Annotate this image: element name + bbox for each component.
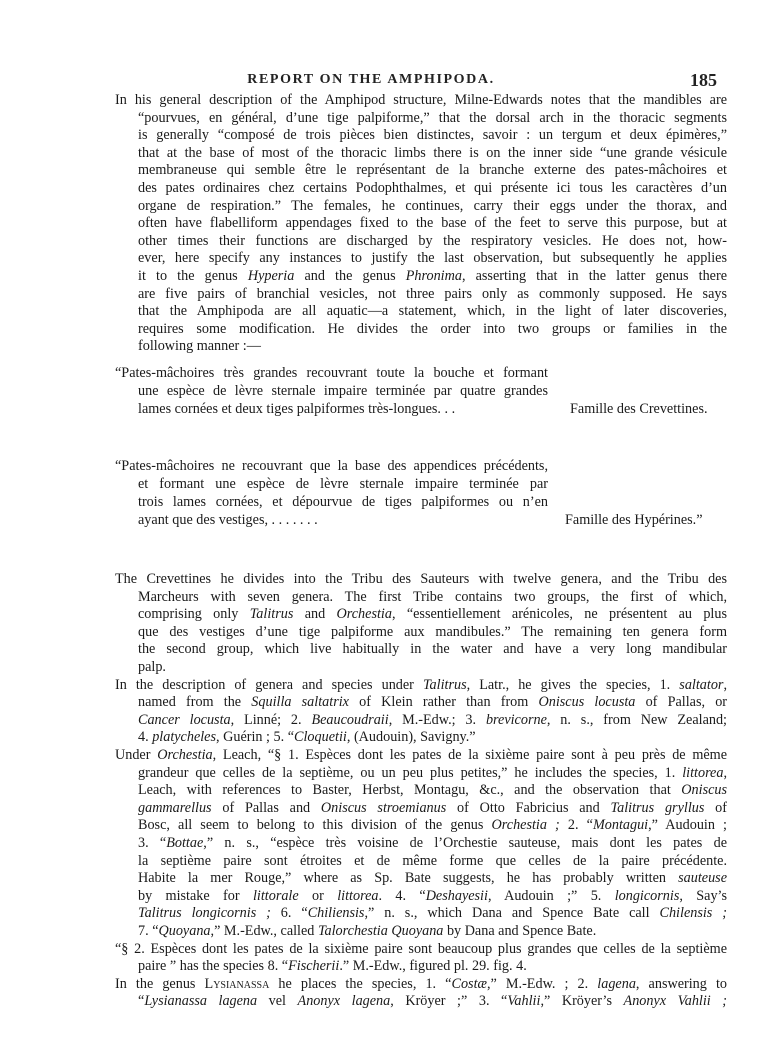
- text-run: requires some modification. He divides the order into two groups or families in the: [138, 320, 727, 337]
- text-run: , Kröyer ;” 3. “: [390, 993, 508, 1010]
- text-run: and: [293, 606, 337, 623]
- text-run: , Say’s: [679, 887, 727, 904]
- text-run: 6. “: [270, 905, 308, 922]
- text-run: by mistake for: [138, 887, 253, 904]
- italic-text-run: Talitrus longicornis ;: [138, 905, 271, 922]
- text-run: vel: [257, 993, 298, 1010]
- italic-text-run: Talitrus: [422, 676, 467, 693]
- text-run: or: [298, 887, 338, 904]
- text-line: [138, 817, 727, 835]
- italic-text-run: Oniscus locusta: [538, 694, 636, 711]
- italic-text-run: longicornis: [614, 887, 680, 904]
- text-line: [138, 835, 727, 853]
- text-line: [138, 250, 727, 268]
- text-run: , Guérin ; 5. “: [216, 729, 295, 746]
- text-line: [138, 286, 727, 304]
- text-line: [138, 145, 727, 163]
- italic-text-run: Orchestia: [157, 747, 213, 763]
- text-line: [138, 888, 727, 906]
- italic-text-run: Fischerii: [288, 958, 340, 975]
- text-run: , Latr., he gives the species, 1.: [466, 676, 680, 693]
- text-run: comprising only: [138, 606, 250, 623]
- text-line: [138, 870, 727, 888]
- text-run: 2. “: [559, 817, 593, 834]
- italic-text-run: Deshayesii: [425, 887, 488, 904]
- text-run: “: [138, 993, 145, 1010]
- text-run: of Otto Fabricius and: [446, 799, 611, 816]
- text-run: named from the: [138, 694, 252, 711]
- italic-text-run: Talitrus gryllus: [610, 799, 705, 816]
- text-line: [138, 162, 727, 180]
- text-run: often have flabelliform appendages fixed to the base of the feet to serve this purpose, but at: [138, 215, 727, 232]
- italic-text-run: Oniscus: [681, 782, 727, 799]
- text-run: Bosc, all seem to belong to this division of the genus: [138, 817, 492, 834]
- italic-text-run: Anonyx Vahlii ;: [623, 993, 728, 1010]
- text-run: que des vestiges d’une tige palpiforme aux mandibules.” The remaining ten genera form: [138, 623, 727, 640]
- text-run: In his general description of the Amphipod structure, Milne-Edwards notes that the mandibles are: [115, 92, 727, 108]
- text-line: [138, 215, 727, 233]
- text-run: , Leach, “§ 1. Espèces dont les pates de la sixième paire sont à peu près de même: [212, 747, 727, 763]
- text-line: [138, 338, 727, 356]
- italic-text-run: Anonyx lagena: [297, 993, 391, 1010]
- text-line: [138, 905, 727, 923]
- text-run: ,” M.-Edw., called: [210, 922, 318, 939]
- text-run: ,” M.-Edw. ; 2.: [486, 975, 598, 992]
- family-label-hyperines: Famille des Hypérines.”: [565, 512, 703, 528]
- italic-text-run: Hyperia: [247, 267, 295, 284]
- text-run: and the genus: [294, 267, 406, 284]
- running-header-title: REPORT ON THE AMPHIPODA.: [247, 72, 495, 87]
- italic-text-run: platycheles: [152, 729, 217, 746]
- quote-line: trois lames cornées, et dépourvue de tiges palpiformes ou n’en: [138, 494, 548, 510]
- text-line: [115, 677, 727, 695]
- text-run: , (Audouin), Savigny.”: [346, 729, 476, 746]
- text-run: grandeur que celles de la septième, ou un peu plus petites,” he includes the species, 1.: [138, 764, 683, 781]
- text-run: .” M.-Edw., figured pl. 29. fig. 4.: [339, 958, 527, 975]
- text-run: are five pairs of branchial vesicles, not three pairs only as commonly supposed. He says: [138, 285, 727, 302]
- text-run: “pourvues, en général, d’une tige palpiforme,” that the dorsal arch in the thoracic segments: [138, 109, 727, 126]
- text-run: is generally “composé de trois pièces bien distinctes, savoir : un tergum et deux épimères,”: [138, 127, 727, 144]
- text-run: ,” Kröyer’s: [540, 993, 624, 1010]
- text-line: [138, 198, 727, 216]
- text-line: [138, 782, 727, 800]
- text-run: Leach, with references to Baster, Herbst, Montagu, &c., and the observation that: [138, 782, 682, 799]
- text-line: [138, 268, 727, 286]
- text-line: [115, 92, 727, 110]
- text-run: ,: [723, 764, 727, 781]
- text-line: [138, 923, 727, 941]
- italic-text-run: Montagui: [592, 817, 649, 834]
- text-run: palp.: [138, 658, 166, 675]
- italic-text-run: Talitrus: [249, 606, 294, 623]
- text-run: ,” n. s., which Dana and Spence Bate call: [364, 905, 660, 922]
- text-run: that the Amphipoda are all aquatic—a statement, which, in the light of later discoveries,: [138, 303, 727, 320]
- text-line: [138, 694, 727, 712]
- small-caps-text-run: Lysianassa: [204, 975, 270, 992]
- text-run: of Pallas and: [211, 799, 321, 816]
- text-run: Under: [115, 747, 158, 763]
- quote-line: lames cornées et deux tiges palpiformes très-longues. . .: [138, 401, 456, 417]
- italic-text-run: Oniscus stroemianus: [320, 799, 447, 816]
- text-run: , “essentiellement arénicoles, ne présentent au plus: [391, 606, 727, 623]
- text-line: [115, 941, 727, 959]
- italic-text-run: littorea: [682, 764, 724, 781]
- italic-text-run: Chilensis ;: [659, 905, 727, 922]
- text-run: it to the genus: [138, 267, 248, 284]
- text-run: Marcheurs with seven genera. The first Tribe contains two groups, the first of which,: [138, 588, 727, 605]
- text-line: [138, 606, 727, 624]
- italic-text-run: Cloquetii: [294, 729, 347, 746]
- text-run: the second group, which live habitually in the water and have a very long mandibular: [138, 641, 727, 658]
- text-run: of: [704, 799, 727, 816]
- quote-crevettines: [115, 364, 708, 418]
- text-run: following manner :—: [138, 338, 261, 355]
- text-run: The Crevettines he divides into the Tribu des Sauteurs with twelve genera, and the Tribu des: [115, 571, 727, 587]
- paragraph-section-2: [115, 941, 727, 976]
- text-run: of Klein rather than from: [348, 694, 539, 711]
- text-line: [115, 976, 727, 994]
- text-run: , answering to: [635, 975, 727, 992]
- text-line: [138, 993, 727, 1011]
- text-run: that at the base of most of the thoracic limbs there is on the inner side “une grande vésicule: [138, 144, 727, 161]
- text-run: ,: [723, 676, 727, 693]
- text-line: [138, 624, 727, 642]
- text-line: [138, 127, 727, 145]
- italic-text-run: sauteuse: [678, 870, 727, 887]
- italic-text-run: Talorchestia Quoyana: [317, 922, 444, 939]
- italic-text-run: lagena: [597, 975, 636, 992]
- quote-hyperines: [115, 457, 703, 529]
- text-run: , Audouin ;” 5.: [487, 887, 615, 904]
- text-line: [138, 641, 727, 659]
- text-line: [138, 729, 727, 747]
- text-run: “§ 2. Espèces dont les pates de la sixième paire sont beaucoup plus grandes que celles de la septième: [115, 940, 727, 957]
- text-line: [138, 589, 727, 607]
- paragraph-crevettines-tribes: [115, 571, 727, 677]
- text-run: membraneuse qui semble être le représentant de la branche externe des pates-mâchoires et: [138, 162, 727, 179]
- text-run: . 4. “: [378, 887, 426, 904]
- italic-text-run: Cancer locusta: [138, 711, 231, 728]
- italic-text-run: Lysianassa lagena: [144, 993, 258, 1010]
- text-run: , n. s., from New Zealand;: [546, 711, 727, 728]
- text-run: 3. “: [138, 834, 167, 851]
- italic-text-run: Costæ: [451, 975, 487, 992]
- text-run: paire ” has the species 8. “: [138, 958, 289, 975]
- text-run: by Dana and Spence Bate.: [443, 922, 597, 939]
- text-run: 4.: [138, 729, 153, 746]
- text-run: ever, here specify any instances to justify the last observation, but subsequently he applies: [138, 250, 727, 267]
- text-line: [138, 712, 727, 730]
- text-line: [138, 321, 727, 339]
- italic-text-run: littorale: [252, 887, 299, 904]
- quote-line: une espèce de lèvre sternale impaire terminée par quatre grandes: [138, 383, 548, 399]
- text-line: [138, 958, 727, 976]
- text-run: ,” n. s., “espèce très voisine de l’Orchestie sauteuse, mais dont les pates de: [203, 834, 727, 851]
- italic-text-run: saltator: [679, 676, 724, 693]
- text-run: Habite la mer Rouge,” where as Sp. Bate suggests, he has probably written: [138, 870, 679, 887]
- paragraph-orchestia: [115, 747, 727, 941]
- italic-text-run: littorea: [337, 887, 379, 904]
- italic-text-run: gammarellus: [138, 799, 212, 816]
- family-label-crevettines: Famille des Crevettines.: [570, 401, 708, 417]
- italic-text-run: Bottae: [166, 834, 204, 851]
- italic-text-run: Phronima: [405, 267, 462, 284]
- text-line: [138, 303, 727, 321]
- text-line: [115, 747, 727, 765]
- paragraph-milne-edwards-description: [115, 92, 727, 356]
- text-run: , Linné; 2.: [230, 711, 312, 728]
- italic-text-run: Orchestia: [336, 606, 392, 623]
- text-run: organe de respiration.” The females, he continues, carry their eggs under the thorax, and: [138, 197, 727, 214]
- quote-line: ayant que des vestiges, . . . . . . .: [138, 512, 318, 528]
- text-run: In the description of genera and species under: [115, 676, 423, 693]
- text-line: [138, 180, 727, 198]
- text-run: In the genus: [115, 975, 205, 992]
- italic-text-run: Beaucoudraii: [311, 711, 389, 728]
- page-number: 185: [690, 70, 717, 90]
- text-run: 7. “: [138, 922, 159, 939]
- quote-line: “Pates-mâchoires ne recouvrant que la base des appendices précédents,: [115, 458, 548, 474]
- paragraph-lysianassa: [115, 976, 727, 1011]
- italic-text-run: Chiliensis: [307, 905, 365, 922]
- text-run: ,” Audouin ;: [648, 817, 727, 834]
- quote-line: et formant une espèce de lèvre sternale impaire terminée par: [138, 476, 548, 492]
- text-line: [138, 853, 727, 871]
- paragraph-talitrus: [115, 677, 727, 747]
- text-run: of Pallas, or: [635, 694, 728, 711]
- text-line: [138, 800, 727, 818]
- text-run: other times their functions are discharged by the respiratory vesicles. He does not, how-: [138, 232, 727, 249]
- text-run: he places the species, 1. “: [269, 975, 452, 992]
- text-line: [138, 765, 727, 783]
- text-line: [138, 233, 727, 251]
- text-run: , asserting that in the latter genus there: [461, 267, 727, 284]
- italic-text-run: Quoyana: [158, 922, 211, 939]
- quote-line: “Pates-mâchoires très grandes recouvrant toute la bouche et formant: [115, 365, 548, 381]
- text-line: [115, 571, 727, 589]
- text-run: des pates ordinaires chez certains Podophthalmes, et qui présente ici tous les caractères d’un: [138, 179, 727, 196]
- italic-text-run: Vahlii: [507, 993, 541, 1010]
- italic-text-run: Squilla saltatrix: [251, 694, 349, 711]
- text-line: [138, 659, 727, 677]
- text-run: , M.-Edw.; 3.: [388, 711, 486, 728]
- text-line: [138, 110, 727, 128]
- italic-text-run: brevicorne: [485, 711, 547, 728]
- italic-text-run: Orchestia ;: [491, 817, 560, 834]
- text-run: la septième paire sont étroites et de même forme que celles de la paire précédente.: [138, 852, 727, 869]
